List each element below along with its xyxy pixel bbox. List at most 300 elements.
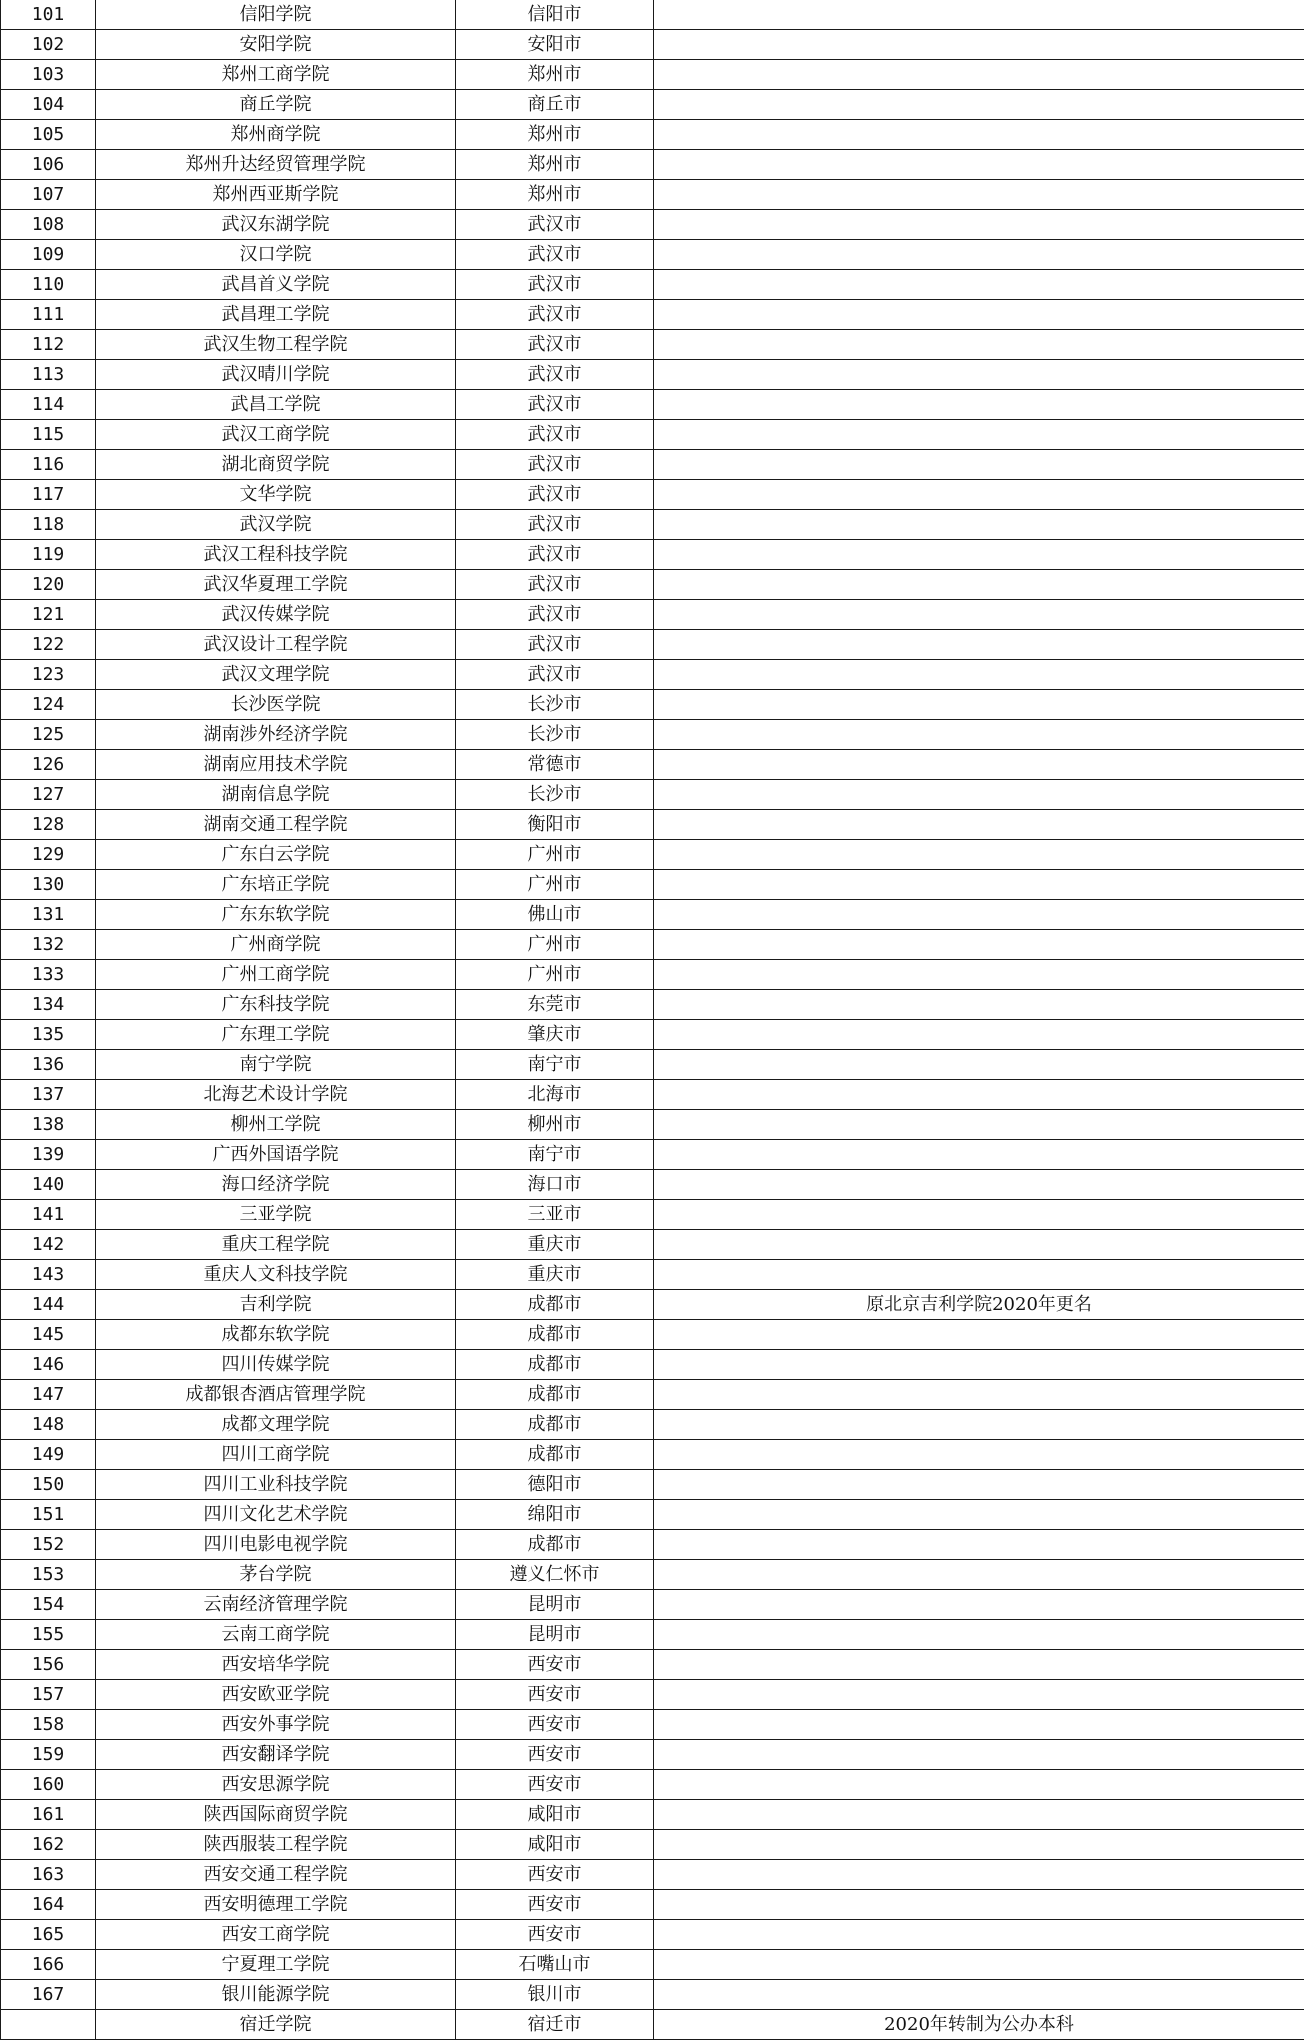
cell-city: 西安市 <box>456 1650 654 1680</box>
cell-number: 130 <box>1 870 96 900</box>
cell-school-name: 四川工商学院 <box>96 1440 456 1470</box>
cell-note <box>654 1020 1304 1050</box>
cell-note <box>654 1710 1304 1740</box>
table-row <box>1 660 1304 690</box>
cell-school-name: 重庆工程学院 <box>96 1230 456 1260</box>
cell-city: 广州市 <box>456 960 654 990</box>
table-row <box>1 1740 1304 1770</box>
cell-city: 南宁市 <box>456 1050 654 1080</box>
cell-note <box>654 1860 1304 1890</box>
cell-number: 142 <box>1 1230 96 1260</box>
cell-city: 武汉市 <box>456 480 654 510</box>
table-body <box>1 0 1304 2040</box>
cell-school-name: 文华学院 <box>96 480 456 510</box>
cell-city: 武汉市 <box>456 660 654 690</box>
cell-note <box>654 1590 1304 1620</box>
cell-city: 绵阳市 <box>456 1500 654 1530</box>
cell-number: 121 <box>1 600 96 630</box>
cell-note <box>654 1050 1304 1080</box>
cell-city: 长沙市 <box>456 780 654 810</box>
cell-school-name: 云南工商学院 <box>96 1620 456 1650</box>
cell-school-name: 广东东软学院 <box>96 900 456 930</box>
cell-note <box>654 1830 1304 1860</box>
table-row <box>1 1530 1304 1560</box>
cell-city: 武汉市 <box>456 270 654 300</box>
table-row <box>1 180 1304 210</box>
table-row <box>1 630 1304 660</box>
cell-school-name: 南宁学院 <box>96 1050 456 1080</box>
table-row <box>1 1020 1304 1050</box>
cell-school-name: 广州商学院 <box>96 930 456 960</box>
cell-city: 广州市 <box>456 930 654 960</box>
cell-school-name: 四川工业科技学院 <box>96 1470 456 1500</box>
cell-school-name: 武汉文理学院 <box>96 660 456 690</box>
cell-city: 宿迁市 <box>456 2010 654 2040</box>
cell-number: 155 <box>1 1620 96 1650</box>
cell-number: 123 <box>1 660 96 690</box>
cell-note <box>654 600 1304 630</box>
cell-school-name: 湖南信息学院 <box>96 780 456 810</box>
table-row <box>1 330 1304 360</box>
cell-number: 138 <box>1 1110 96 1140</box>
cell-city: 武汉市 <box>456 570 654 600</box>
cell-school-name: 郑州升达经贸管理学院 <box>96 150 456 180</box>
table-row <box>1 1200 1304 1230</box>
cell-city: 武汉市 <box>456 240 654 270</box>
cell-number: 132 <box>1 930 96 960</box>
cell-school-name: 茅台学院 <box>96 1560 456 1590</box>
cell-note <box>654 570 1304 600</box>
cell-school-name: 商丘学院 <box>96 90 456 120</box>
cell-number: 119 <box>1 540 96 570</box>
cell-note: 原北京吉利学院2020年更名 <box>654 1290 1304 1320</box>
cell-school-name: 西安思源学院 <box>96 1770 456 1800</box>
cell-number: 167 <box>1 1980 96 2010</box>
cell-number: 147 <box>1 1380 96 1410</box>
cell-city: 西安市 <box>456 1770 654 1800</box>
cell-school-name: 湖南涉外经济学院 <box>96 720 456 750</box>
cell-note <box>654 1650 1304 1680</box>
cell-note <box>654 870 1304 900</box>
cell-city: 东莞市 <box>456 990 654 1020</box>
cell-city: 成都市 <box>456 1380 654 1410</box>
cell-note <box>654 1620 1304 1650</box>
table-row <box>1 60 1304 90</box>
cell-number: 143 <box>1 1260 96 1290</box>
cell-note <box>654 1140 1304 1170</box>
cell-city: 三亚市 <box>456 1200 654 1230</box>
cell-school-name: 广东培正学院 <box>96 870 456 900</box>
table-row <box>1 1230 1304 1260</box>
cell-school-name: 四川传媒学院 <box>96 1350 456 1380</box>
cell-school-name: 重庆人文科技学院 <box>96 1260 456 1290</box>
table-row <box>1 1950 1304 1980</box>
cell-note <box>654 1920 1304 1950</box>
table-row <box>1 1980 1304 2010</box>
cell-city: 武汉市 <box>456 300 654 330</box>
cell-school-name: 西安交通工程学院 <box>96 1860 456 1890</box>
cell-city: 西安市 <box>456 1680 654 1710</box>
cell-school-name: 陕西国际商贸学院 <box>96 1800 456 1830</box>
cell-school-name: 成都银杏酒店管理学院 <box>96 1380 456 1410</box>
table-row <box>1 240 1304 270</box>
cell-school-name: 银川能源学院 <box>96 1980 456 2010</box>
cell-note <box>654 1950 1304 1980</box>
cell-note <box>654 1080 1304 1110</box>
cell-number: 120 <box>1 570 96 600</box>
cell-city: 信阳市 <box>456 0 654 30</box>
cell-number: 158 <box>1 1710 96 1740</box>
cell-number: 125 <box>1 720 96 750</box>
table-row <box>1 1140 1304 1170</box>
cell-note <box>654 720 1304 750</box>
table-row <box>1 420 1304 450</box>
cell-number: 128 <box>1 810 96 840</box>
cell-school-name: 郑州西亚斯学院 <box>96 180 456 210</box>
cell-number: 107 <box>1 180 96 210</box>
cell-number: 149 <box>1 1440 96 1470</box>
cell-note <box>654 930 1304 960</box>
table-row <box>1 1860 1304 1890</box>
cell-number: 126 <box>1 750 96 780</box>
cell-note <box>654 450 1304 480</box>
cell-note <box>654 1410 1304 1440</box>
cell-city: 安阳市 <box>456 30 654 60</box>
cell-school-name: 宿迁学院 <box>96 2010 456 2040</box>
cell-school-name: 西安工商学院 <box>96 1920 456 1950</box>
cell-note <box>654 540 1304 570</box>
cell-school-name: 长沙医学院 <box>96 690 456 720</box>
cell-number: 131 <box>1 900 96 930</box>
table-row <box>1 1650 1304 1680</box>
cell-number: 145 <box>1 1320 96 1350</box>
cell-city: 郑州市 <box>456 60 654 90</box>
cell-city: 武汉市 <box>456 330 654 360</box>
cell-school-name: 宁夏理工学院 <box>96 1950 456 1980</box>
table-row <box>1 1890 1304 1920</box>
table-row <box>1 1710 1304 1740</box>
cell-school-name: 广东白云学院 <box>96 840 456 870</box>
table-row <box>1 1470 1304 1500</box>
cell-number: 114 <box>1 390 96 420</box>
cell-city: 常德市 <box>456 750 654 780</box>
cell-city: 广州市 <box>456 870 654 900</box>
cell-city: 武汉市 <box>456 630 654 660</box>
table-row <box>1 930 1304 960</box>
cell-note <box>654 1800 1304 1830</box>
cell-school-name: 西安培华学院 <box>96 1650 456 1680</box>
table-row <box>1 1290 1304 1320</box>
cell-city: 西安市 <box>456 1860 654 1890</box>
cell-school-name: 西安外事学院 <box>96 1710 456 1740</box>
cell-school-name: 西安翻译学院 <box>96 1740 456 1770</box>
table-row <box>1 210 1304 240</box>
cell-number: 141 <box>1 1200 96 1230</box>
cell-note <box>654 1200 1304 1230</box>
table-row <box>1 1800 1304 1830</box>
cell-number <box>1 2010 96 2040</box>
cell-school-name: 安阳学院 <box>96 30 456 60</box>
cell-school-name: 郑州工商学院 <box>96 60 456 90</box>
cell-city: 武汉市 <box>456 510 654 540</box>
cell-school-name: 北海艺术设计学院 <box>96 1080 456 1110</box>
cell-city: 肇庆市 <box>456 1020 654 1050</box>
cell-school-name: 吉利学院 <box>96 1290 456 1320</box>
cell-number: 129 <box>1 840 96 870</box>
table-row <box>1 750 1304 780</box>
cell-school-name: 三亚学院 <box>96 1200 456 1230</box>
cell-city: 商丘市 <box>456 90 654 120</box>
cell-note <box>654 1980 1304 2010</box>
table-row <box>1 1500 1304 1530</box>
cell-city: 成都市 <box>456 1320 654 1350</box>
cell-school-name: 武汉华夏理工学院 <box>96 570 456 600</box>
cell-note <box>654 1530 1304 1560</box>
cell-city: 成都市 <box>456 1290 654 1320</box>
cell-number: 165 <box>1 1920 96 1950</box>
cell-number: 113 <box>1 360 96 390</box>
cell-school-name: 陕西服装工程学院 <box>96 1830 456 1860</box>
cell-city: 郑州市 <box>456 180 654 210</box>
cell-number: 104 <box>1 90 96 120</box>
cell-school-name: 武昌工学院 <box>96 390 456 420</box>
table-row <box>1 1080 1304 1110</box>
cell-number: 150 <box>1 1470 96 1500</box>
cell-city: 武汉市 <box>456 450 654 480</box>
cell-city: 西安市 <box>456 1740 654 1770</box>
cell-city: 武汉市 <box>456 420 654 450</box>
cell-number: 160 <box>1 1770 96 1800</box>
cell-number: 156 <box>1 1650 96 1680</box>
cell-note <box>654 270 1304 300</box>
cell-note <box>654 60 1304 90</box>
cell-number: 166 <box>1 1950 96 1980</box>
cell-school-name: 海口经济学院 <box>96 1170 456 1200</box>
table-row <box>1 1320 1304 1350</box>
table-row <box>1 270 1304 300</box>
table-row <box>1 450 1304 480</box>
cell-school-name: 汉口学院 <box>96 240 456 270</box>
cell-school-name: 广西外国语学院 <box>96 1140 456 1170</box>
table-row <box>1 600 1304 630</box>
table-row <box>1 1590 1304 1620</box>
table-row <box>1 720 1304 750</box>
cell-school-name: 广东理工学院 <box>96 1020 456 1050</box>
table-row <box>1 540 1304 570</box>
cell-number: 110 <box>1 270 96 300</box>
cell-number: 127 <box>1 780 96 810</box>
cell-note <box>654 210 1304 240</box>
cell-number: 115 <box>1 420 96 450</box>
cell-number: 157 <box>1 1680 96 1710</box>
table-row <box>1 810 1304 840</box>
cell-note <box>654 420 1304 450</box>
cell-number: 105 <box>1 120 96 150</box>
cell-number: 151 <box>1 1500 96 1530</box>
cell-school-name: 柳州工学院 <box>96 1110 456 1140</box>
cell-number: 117 <box>1 480 96 510</box>
cell-school-name: 四川电影电视学院 <box>96 1530 456 1560</box>
cell-number: 135 <box>1 1020 96 1050</box>
cell-number: 162 <box>1 1830 96 1860</box>
cell-city: 石嘴山市 <box>456 1950 654 1980</box>
cell-note <box>654 1380 1304 1410</box>
cell-number: 148 <box>1 1410 96 1440</box>
cell-note <box>654 1170 1304 1200</box>
cell-city: 南宁市 <box>456 1140 654 1170</box>
cell-note <box>654 960 1304 990</box>
cell-number: 122 <box>1 630 96 660</box>
cell-note <box>654 750 1304 780</box>
cell-number: 102 <box>1 30 96 60</box>
cell-note <box>654 1110 1304 1140</box>
cell-note: 2020年转制为公办本科 <box>654 2010 1304 2040</box>
table-row <box>1 1920 1304 1950</box>
cell-number: 161 <box>1 1800 96 1830</box>
cell-note <box>654 180 1304 210</box>
cell-city: 武汉市 <box>456 600 654 630</box>
cell-note <box>654 360 1304 390</box>
cell-city: 武汉市 <box>456 360 654 390</box>
cell-school-name: 武汉晴川学院 <box>96 360 456 390</box>
cell-number: 159 <box>1 1740 96 1770</box>
table-row <box>1 390 1304 420</box>
cell-city: 西安市 <box>456 1920 654 1950</box>
table-row <box>1 1050 1304 1080</box>
table-row <box>1 570 1304 600</box>
table-row <box>1 870 1304 900</box>
cell-school-name: 广州工商学院 <box>96 960 456 990</box>
cell-school-name: 武汉工程科技学院 <box>96 540 456 570</box>
cell-city: 柳州市 <box>456 1110 654 1140</box>
table-row <box>1 960 1304 990</box>
cell-city: 成都市 <box>456 1410 654 1440</box>
cell-school-name: 郑州商学院 <box>96 120 456 150</box>
cell-number: 134 <box>1 990 96 1020</box>
table-row <box>1 840 1304 870</box>
table-row <box>1 1770 1304 1800</box>
cell-city: 昆明市 <box>456 1620 654 1650</box>
cell-note <box>654 30 1304 60</box>
table-row <box>1 900 1304 930</box>
table-row <box>1 1680 1304 1710</box>
table-row <box>1 1830 1304 1860</box>
cell-note <box>654 90 1304 120</box>
cell-school-name: 信阳学院 <box>96 0 456 30</box>
cell-number: 124 <box>1 690 96 720</box>
table-row <box>1 90 1304 120</box>
cell-number: 139 <box>1 1140 96 1170</box>
cell-note <box>654 1500 1304 1530</box>
cell-note <box>654 1320 1304 1350</box>
cell-city: 成都市 <box>456 1350 654 1380</box>
cell-city: 银川市 <box>456 1980 654 2010</box>
cell-note <box>654 480 1304 510</box>
cell-school-name: 西安明德理工学院 <box>96 1890 456 1920</box>
table-row <box>1 1410 1304 1440</box>
cell-note <box>654 390 1304 420</box>
table-row <box>1 1560 1304 1590</box>
cell-number: 116 <box>1 450 96 480</box>
cell-note <box>654 660 1304 690</box>
cell-city: 遵义仁怀市 <box>456 1560 654 1590</box>
cell-city: 成都市 <box>456 1440 654 1470</box>
table-row <box>1 120 1304 150</box>
cell-note <box>654 810 1304 840</box>
table-row <box>1 360 1304 390</box>
cell-note <box>654 1890 1304 1920</box>
table-row <box>1 1620 1304 1650</box>
cell-city: 长沙市 <box>456 720 654 750</box>
cell-school-name: 西安欧亚学院 <box>96 1680 456 1710</box>
table-row <box>1 150 1304 180</box>
cell-note <box>654 690 1304 720</box>
cell-city: 佛山市 <box>456 900 654 930</box>
cell-number: 140 <box>1 1170 96 1200</box>
table-row <box>1 510 1304 540</box>
table-row <box>1 1110 1304 1140</box>
table-row <box>1 1440 1304 1470</box>
table-row <box>1 300 1304 330</box>
table-row <box>1 990 1304 1020</box>
cell-school-name: 武昌首义学院 <box>96 270 456 300</box>
cell-city: 武汉市 <box>456 210 654 240</box>
cell-note <box>654 510 1304 540</box>
cell-city: 衡阳市 <box>456 810 654 840</box>
cell-note <box>654 1770 1304 1800</box>
cell-note <box>654 990 1304 1020</box>
cell-city: 德阳市 <box>456 1470 654 1500</box>
cell-city: 郑州市 <box>456 150 654 180</box>
cell-city: 咸阳市 <box>456 1830 654 1860</box>
table-row <box>1 1170 1304 1200</box>
cell-school-name: 武汉东湖学院 <box>96 210 456 240</box>
cell-note <box>654 1740 1304 1770</box>
cell-school-name: 云南经济管理学院 <box>96 1590 456 1620</box>
cell-note <box>654 300 1304 330</box>
cell-city: 西安市 <box>456 1710 654 1740</box>
cell-city: 西安市 <box>456 1890 654 1920</box>
cell-city: 重庆市 <box>456 1260 654 1290</box>
cell-school-name: 湖南交通工程学院 <box>96 810 456 840</box>
cell-note <box>654 1350 1304 1380</box>
cell-number: 106 <box>1 150 96 180</box>
cell-number: 163 <box>1 1860 96 1890</box>
cell-school-name: 湖北商贸学院 <box>96 450 456 480</box>
table-row <box>1 2010 1304 2040</box>
table-row <box>1 780 1304 810</box>
cell-number: 108 <box>1 210 96 240</box>
cell-city: 重庆市 <box>456 1230 654 1260</box>
cell-note <box>654 330 1304 360</box>
cell-number: 111 <box>1 300 96 330</box>
cell-school-name: 武汉生物工程学院 <box>96 330 456 360</box>
cell-note <box>654 1680 1304 1710</box>
cell-city: 昆明市 <box>456 1590 654 1620</box>
cell-note <box>654 840 1304 870</box>
cell-number: 144 <box>1 1290 96 1320</box>
cell-note <box>654 150 1304 180</box>
cell-note <box>654 1470 1304 1500</box>
table-row <box>1 480 1304 510</box>
table-row <box>1 1380 1304 1410</box>
cell-note <box>654 1230 1304 1260</box>
cell-note <box>654 1560 1304 1590</box>
cell-city: 郑州市 <box>456 120 654 150</box>
cell-note <box>654 1440 1304 1470</box>
cell-school-name: 武昌理工学院 <box>96 300 456 330</box>
cell-city: 海口市 <box>456 1170 654 1200</box>
